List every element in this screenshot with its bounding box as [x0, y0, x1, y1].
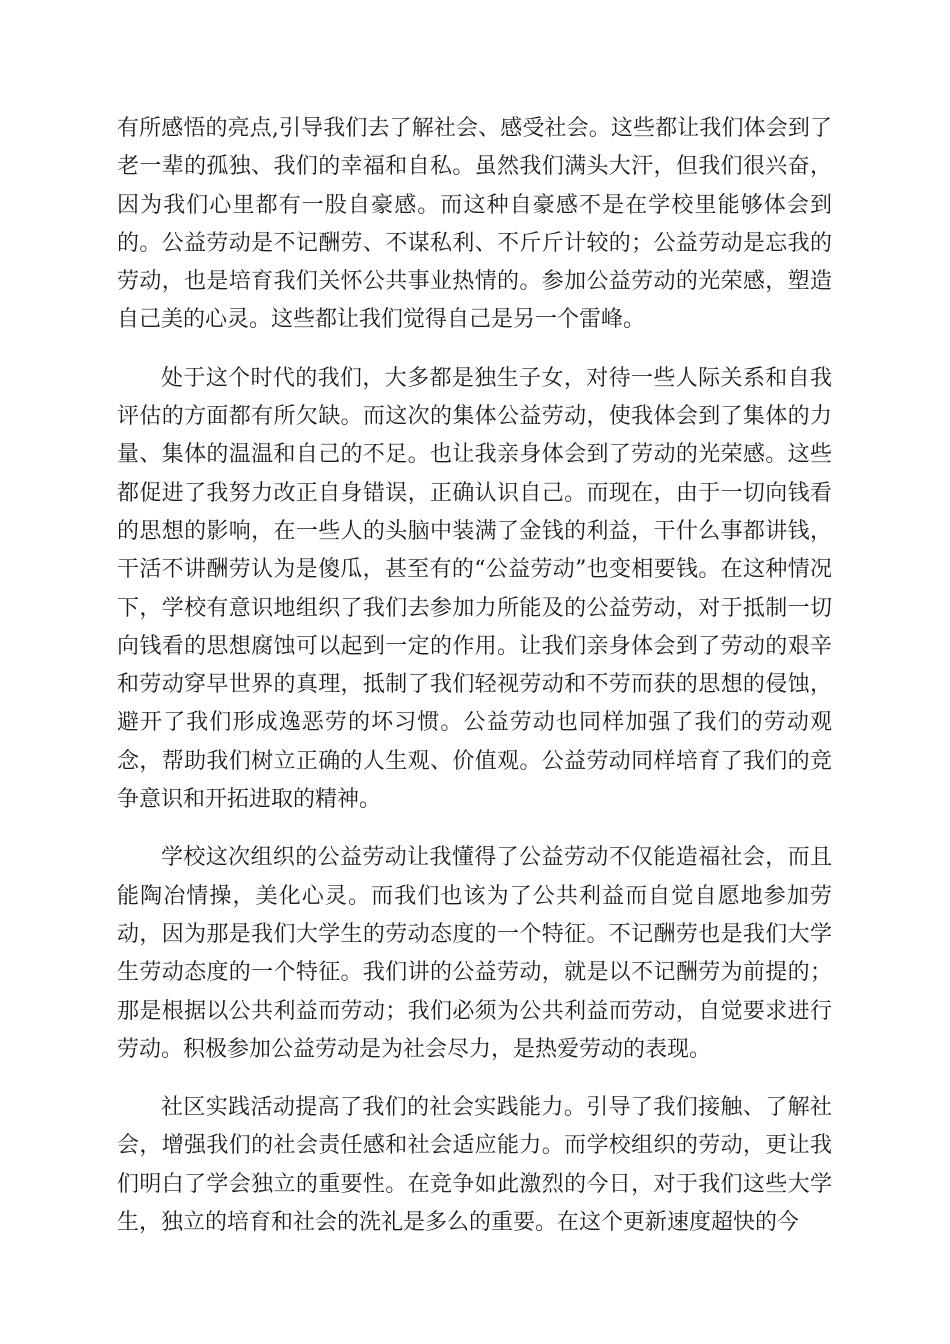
paragraph-2: 处于这个时代的我们，大多都是独生子女，对待一些人际关系和自我评估的方面都有所欠缺。而这次的集体公益劳动，使我体会到了集体的力量、集体的温温和自己的不足。也让我亲身体会到了劳动的光荣感。这些都促进了我努力改正自身错误，正确认识自己。而现在，由于一切向钱看的思想的影响，在一些人的头脑中装满了金钱的利益，干什么事都讲钱，干活不讲酬劳认为是傻瓜，甚至有的“公益劳动”也变相要钱。在这种情况下，学校有意识地组织了我们去参加力所能及的公益劳动，对于抵制一切向钱看的思想腐蚀可以起到一定的作用。让我们亲身体会到了劳动的艰辛和劳动穿早世界的真理，抵制了我们轻视劳动和不劳而获的思想的侵蚀，避开了我们形成逸恶劳的坏习惯。公益劳动也同样加强了我们的劳动观念，帮助我们树立正确的人生观、价值观。公益劳动同样培育了我们的竞争意识和开拓进取的精神。: [117, 365, 832, 813]
paragraph-3: 学校这次组织的公益劳动让我懂得了公益劳动不仅能造福社会，而且能陶冶情操，美化心灵。而我们也该为了公共利益而自觉自愿地参加劳动，因为那是我们大学生的劳动态度的一个特征。不记酬劳也是我们大学生劳动态度的一个特征。我们讲的公益劳动，就是以不记酬劳为前提的；那是根据以公共利益而劳动；我们必须为公共利益而劳动，自觉要求进行劳动。积极参加公益劳动是为社会尽力，是热爱劳动的表现。: [117, 845, 832, 1062]
paragraph-4: 社区实践活动提高了我们的社会实践能力。引导了我们接触、了解社会，增强我们的社会责任感和社会适应能力。而学校组织的劳动，更让我们明白了学会独立的重要性。在竞争如此激烈的今日，对于我们这些大学生，独立的培育和社会的洗礼是多么的重要。在这个更新速度超快的今: [117, 1095, 832, 1236]
paragraph-1: 有所感悟的亮点,引导我们去了解社会、感受社会。这些都让我们体会到了老一辈的孤独、我们的幸福和自私。虽然我们满头大汗，但我们很兴奋，因为我们心里都有一股自豪感。而这种自豪感不是在学校里能够体会到的。公益劳动是不记酬劳、不谋私利、不斤斤计较的；公益劳动是忘我的劳动，也是培育我们关怀公共事业热情的。参加公益劳动的光荣感，塑造自己美的心灵。这些都让我们觉得自己是另一个雷峰。: [117, 116, 832, 333]
document-body: [117, 110, 832, 1262]
